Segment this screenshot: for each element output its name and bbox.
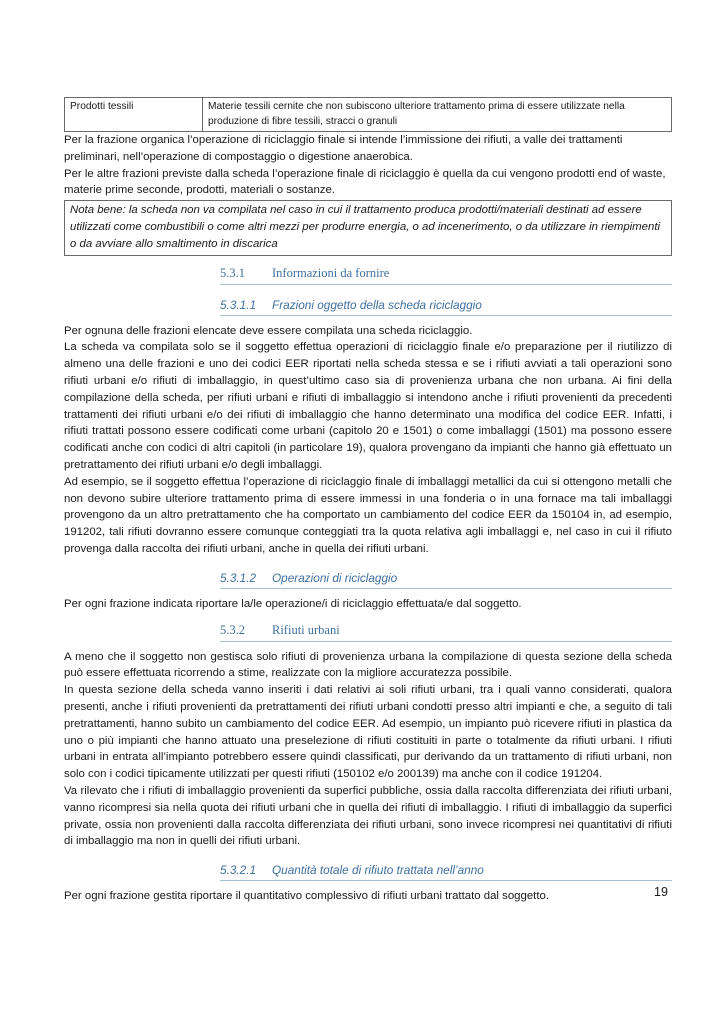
paragraph: A meno che il soggetto non gestisca solo rifiuti di provenienza urbana la compilazione di questa sezione della scheda può essere effettuata ricorrendo a stime, realizzate con la migliore accuratezza possibile. (64, 650, 672, 680)
heading-5-3-1-1 (220, 298, 672, 316)
heading-5-3-1-2 (220, 571, 672, 589)
table-row (65, 98, 672, 132)
paragraph-organic-fraction: Per la frazione organica l’operazione di riciclaggio finale si intende l’immissione dei rifiuti, a valle dei trattamenti preliminari, nell’operazione di compostaggio o digestione anaerobica. (64, 134, 623, 163)
paragraph-other-fractions: Per le altre frazioni previste dalla scheda l’operazione finale di riciclaggio è quella da cui vengono prodotti end of waste, materie prime seconde, prodotti, materiali o sostanze. (64, 167, 666, 197)
paragraph: Per ogni frazione gestita riportare il quantitativo complessivo di rifiuti urbani trattato dal soggetto. (64, 890, 549, 903)
heading-number: 5.3.2 (220, 622, 245, 637)
table-cell-fraction: Prodotti tessili (65, 98, 203, 132)
paragraph: La scheda va compilata solo se il soggetto effettua operazioni di riciclaggio finale e/o preparazione per il riutilizzo di almeno una delle frazioni e uno dei codici EER riportati nella scheda stessa e se i rifiuti avviati a tali operazioni sono rifiuti urbani e/o rifiuti di imballaggio, in quest’ultimo caso sia di provenienza urbana che non urbana. Ai fini della compilazione della scheda, per rifiuti urbani e rifiuti di imballaggio si intendono anche i rifiuti provenienti da precedenti trattamenti dei rifiuti urbani e/o dei rifiuti di imballaggio che hanno determinato una modifica del codice EER. Infatti, i rifiuti trattati possono essere codificati come urbani (capitolo 20 e 1501) o come imballaggi (1501) ma possono essere codificati anche con codici di altri capitoli (in particolare 19), qualora provengano da impianti che hanno già effettuato un pretrattamento dei rifiuti urbani e/o degli imballaggi. (64, 341, 672, 471)
paragraph: Per ogni frazione indicata riportare la/le operazione/i di riciclaggio effettuata/e dal soggetto. (64, 597, 522, 610)
heading-5-3-2 (220, 623, 672, 642)
heading-number: 5.3.1.2 (220, 570, 257, 585)
heading-number: 5.3.1.1 (220, 297, 257, 312)
heading-title: Informazioni da fornire (272, 265, 390, 280)
heading-5-3-2-1 (220, 863, 672, 881)
heading-number: 5.3.2.1 (220, 863, 257, 878)
heading-title: Operazioni di riciclaggio (272, 570, 398, 585)
heading-title: Rifiuti urbani (272, 622, 340, 637)
note-box: Nota bene: la scheda non va compilata nel caso in cui il trattamento produca prodotti/materiali destinati ad essere utilizzati come combustibili o come altri mezzi per produrre energia, o ad incenerimento, o da utilizzare in riempimenti o da avviare allo smaltimento in discarica (64, 200, 672, 255)
paragraph: Per ognuna delle frazioni elencate deve essere compilata una scheda riciclaggio. (64, 324, 473, 337)
heading-title: Quantità totale di rifiuto trattata nell’anno (272, 863, 484, 878)
paragraph: Va rilevato che i rifiuti di imballaggio provenienti da superfici pubbliche, ossia dalla raccolta differenziata dei rifiuti urbani, vanno ricompresi sia nella quota dei rifiuti urbani che in quella dei rifiuti di imballaggio. I rifiuti di imballaggio da superfici private, ossia non provenienti dalla raccolta differenziata dei rifiuti urbani, sono invece ricompresi nei quantitativi di rifiuti di imballaggio ma non in quelli dei rifiuti urbani. (64, 784, 672, 848)
heading-number: 5.3.1 (220, 265, 245, 280)
document-page (64, 97, 672, 905)
table-cell-description: Materie tessili cernite che non subiscono ulteriore trattamento prima di essere utilizzate nella produzione di fibre tessili, stracci o granuli (203, 98, 672, 132)
heading-title: Frazioni oggetto della scheda riciclaggio (272, 297, 482, 312)
fractions-table (64, 97, 672, 132)
paragraph: Ad esempio, se il soggetto effettua l’operazione di riciclaggio finale di imballaggi metallici da cui si ottengono metalli che non devono subire ulteriore trattamento prima di essere immessi in una fonderia o in una fornace ma tali imballaggi provengono da un altro pretrattamento che ha comportato un cambiamento del codice EER da 150104 in, ad esempio, 191202, tali rifiuti dovranno essere comunque conteggiati tra la quota relativa agli imballaggi e, nel caso in cui il rifiuto provenga dalla raccolta dei rifiuti urbani, anche in quella dei rifiuti urbani. (64, 475, 672, 555)
paragraph: In questa sezione della scheda vanno inseriti i dati relativi ai soli rifiuti urbani, tra i quali vanno considerati, qualora presenti, anche i rifiuti provenienti da pretrattamenti dei rifiuti urbani condotti presso altri impianti e che, a seguito di tali pretrattamenti, hanno subito un cambiamento del codice EER. Ad esempio, un impianto può ricevere rifiuti in plastica da uno o più impianti che hanno attuato una preselezione di rifiuti costituiti in parte o totalmente da rifiuti urbani. I rifiuti urbani in entrata all’impianto potrebbero essere quindi classificati, pur derivando da un trattamento di rifiuti urbani, non solo con i codici tipicamente utilizzati per questi rifiuti (150102 e/o 200139) ma anche con il codice 191204. (64, 684, 672, 781)
heading-5-3-1 (220, 266, 672, 285)
page-number: 19 (654, 885, 668, 899)
